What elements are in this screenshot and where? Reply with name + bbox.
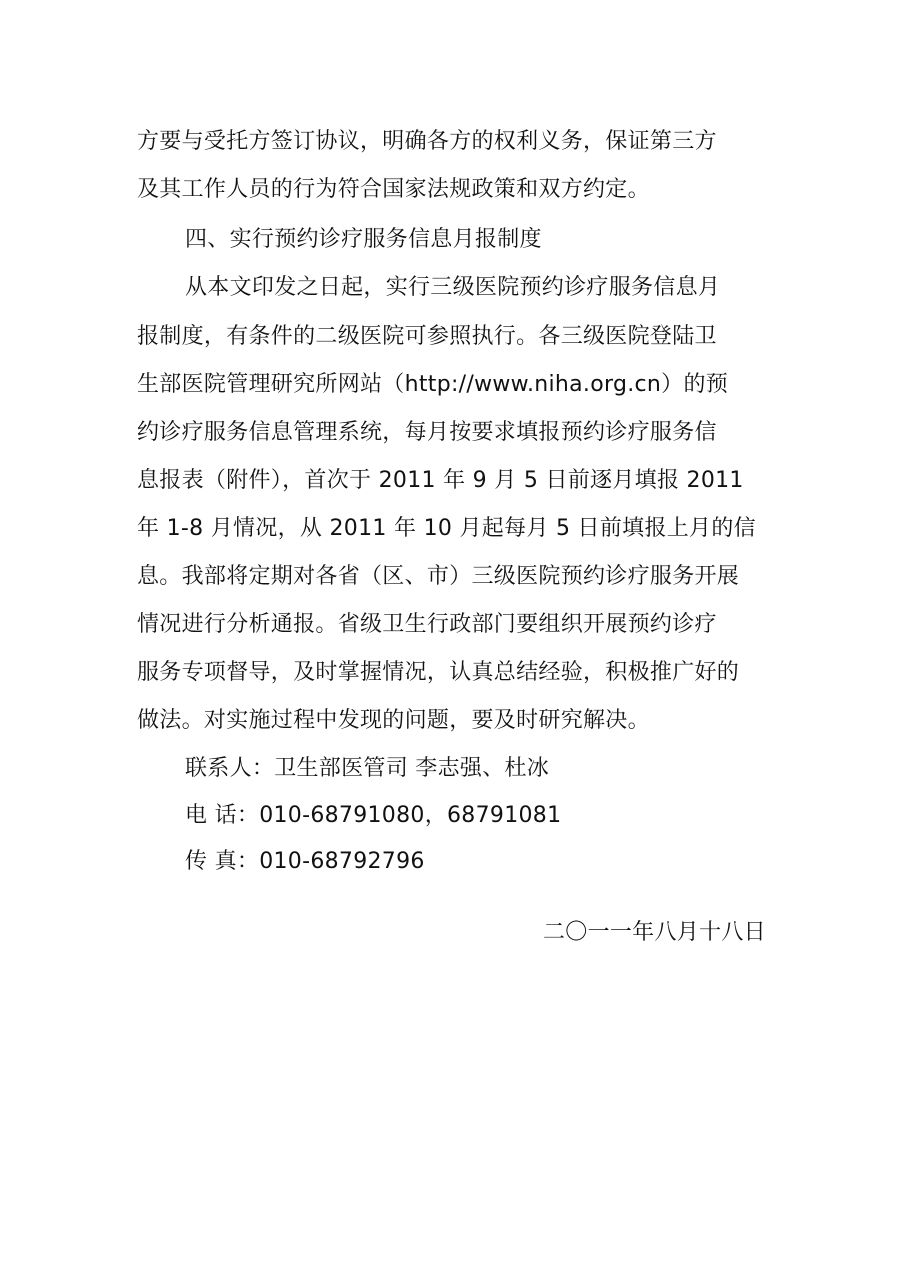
contact-phone: 电 话：010-68791080，68791081 xyxy=(185,803,562,828)
body-text-line: 做法。对实施过程中发现的问题，要及时研究解决。 xyxy=(137,708,650,733)
document-date: 二〇一一年八月十八日 xyxy=(542,920,766,945)
body-text-line: 情况进行分析通报。省级卫生行政部门要组织开展预约诊疗 xyxy=(137,612,717,637)
body-text-line: 方要与受托方签订协议，明确各方的权利义务，保证第三方 xyxy=(137,129,717,154)
contact-person: 联系人：卫生部医管司 李志强、杜冰 xyxy=(185,756,550,781)
body-text-line: 服务专项督导，及时掌握情况，认真总结经验，积极推广好的 xyxy=(137,660,740,685)
body-text-line: 及其工作人员的行为符合国家法规政策和双方约定。 xyxy=(137,177,650,202)
body-text-line: 年 1-8 月情况，从 2011 年 10 月起每月 5 日前填报上月的信 xyxy=(137,516,756,541)
body-text-line: 从本文印发之日起，实行三级医院预约诊疗服务信息月 xyxy=(185,275,721,300)
body-text-line: 约诊疗服务信息管理系统，每月按要求填报预约诊疗服务信 xyxy=(137,420,717,445)
body-text-line: 报制度，有条件的二级医院可参照执行。各三级医院登陆卫 xyxy=(137,324,717,349)
body-text-line: 生部医院管理研究所网站（http://www.niha.org.cn）的预 xyxy=(137,372,729,397)
contact-fax: 传 真：010-68792796 xyxy=(185,849,425,874)
body-text-line: 息报表（附件），首次于 2011 年 9 月 5 日前逐月填报 2011 xyxy=(137,468,744,493)
body-text-line: 息。我部将定期对各省（区、市）三级医院预约诊疗服务开展 xyxy=(137,564,740,589)
section-heading: 四、实行预约诊疗服务信息月报制度 xyxy=(185,227,542,252)
